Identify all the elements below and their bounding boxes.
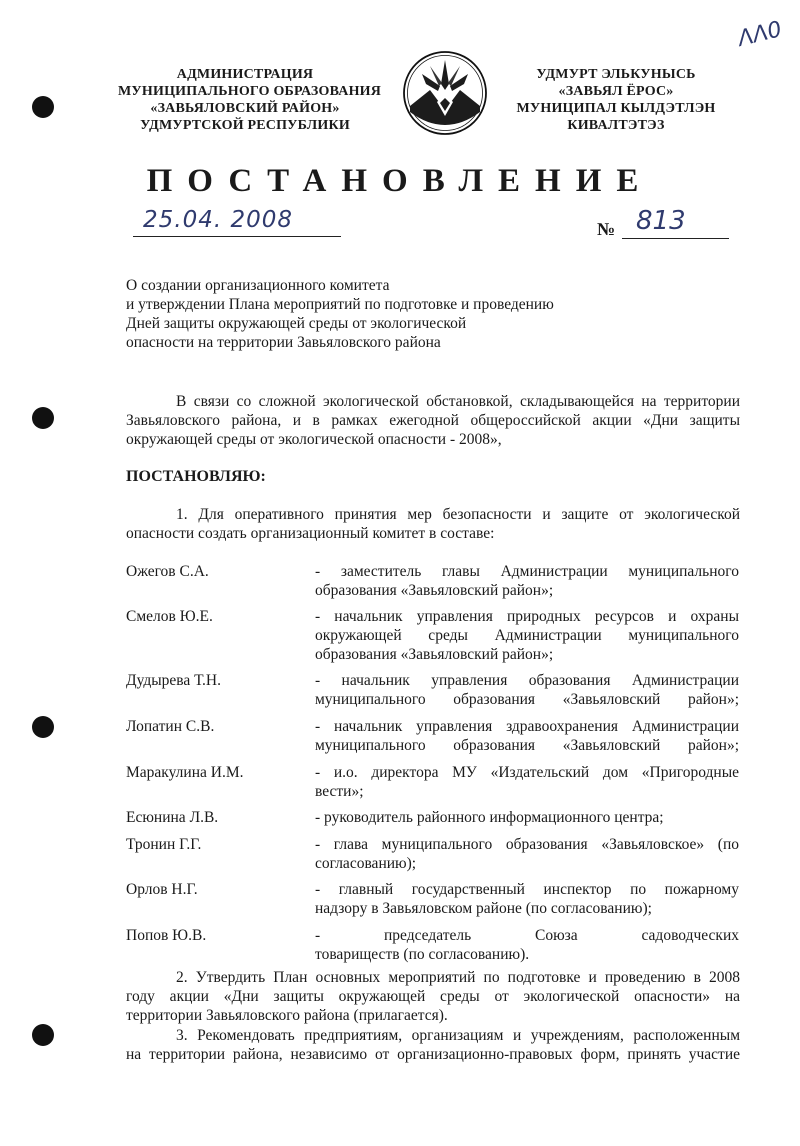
punch-hole xyxy=(32,716,54,738)
member-role xyxy=(315,607,739,664)
member-role xyxy=(315,880,739,918)
header-right-line: УДМУРТ ЭЛЬКУНЫСЬ xyxy=(536,67,696,82)
header-right-line: «ЗАВЬЯЛ ЁРОС» xyxy=(558,84,674,99)
item-3-line: 3. Рекомендовать предприятиям, организациям и учреждениям, расположенным xyxy=(176,1027,740,1044)
member-name: Тронин Г.Г. xyxy=(126,836,202,853)
preamble-line: В связи со сложной экологической обстановкой, складывающейся на территории xyxy=(176,393,740,410)
member-role xyxy=(315,562,739,600)
item-2-line: году акции «Дни защиты окружающей среды от экологической опасности» на xyxy=(126,988,740,1005)
margin-note: ΛΛ0 xyxy=(735,17,785,52)
role-line: - начальник управления здравоохранения Администрации xyxy=(315,718,739,735)
role-line: муниципального образования «Завьяловский район»; xyxy=(315,737,739,754)
document-title: ПОСТАНОВЛЕНИЕ xyxy=(146,163,654,199)
member-name: Есюнина Л.В. xyxy=(126,809,219,826)
member-role xyxy=(315,671,739,709)
punch-hole xyxy=(32,407,54,429)
member-role xyxy=(315,926,739,964)
role-line: - начальник управления образования Администрации xyxy=(315,672,739,689)
header-right-line: КИВАЛТЭТЭЗ xyxy=(567,118,665,133)
item-2-line: 2. Утвердить План основных мероприятий по подготовке и проведению в 2008 xyxy=(176,969,740,986)
role-line: - начальник управления природных ресурсов и охраны xyxy=(315,608,739,625)
item-2 xyxy=(126,968,740,1025)
role-line: - председатель Союза садоводческих xyxy=(315,927,739,944)
role-line: муниципального образования «Завьяловский район»; xyxy=(315,691,739,708)
subject-line: О создании организационного комитета xyxy=(126,277,390,294)
role-line: окружающей среды Администрации муниципального xyxy=(315,627,739,644)
role-line: надзору в Завьяловском районе (по согласованию); xyxy=(315,900,652,917)
header-left-line: «ЗАВЬЯЛОВСКИЙ РАЙОН» xyxy=(150,101,340,116)
preamble-line: Завьяловского района, и в рамках ежегодной общероссийской акции «Дни защиты xyxy=(126,412,740,429)
member-role xyxy=(315,835,739,873)
member-role xyxy=(315,717,739,755)
role-line: образования «Завьяловский район»; xyxy=(315,646,554,663)
role-line: согласованию); xyxy=(315,855,417,872)
member-name: Орлов Н.Г. xyxy=(126,881,198,898)
emblem-icon xyxy=(402,50,488,136)
member-name: Попов Ю.В. xyxy=(126,927,207,944)
header-left-line: АДМИНИСТРАЦИЯ xyxy=(176,67,314,82)
role-line: вести»; xyxy=(315,783,364,800)
member-role xyxy=(315,763,739,801)
header-right-line: МУНИЦИПАЛ КЫЛДЭТЛЭН xyxy=(516,101,716,116)
header-left xyxy=(118,66,382,134)
role-line: - главный государственный инспектор по пожарному xyxy=(315,881,739,898)
preamble-line: окружающей среды от экологической опасности - 2008», xyxy=(126,431,502,448)
subject-line: опасности на территории Завьяловского района xyxy=(126,334,441,351)
date-underline xyxy=(133,236,341,237)
member-name: Лопатин С.В. xyxy=(126,718,215,735)
subject-line: Дней защиты окружающей среды от экологической xyxy=(126,315,467,332)
decree-word: ПОСТАНОВЛЯЮ: xyxy=(126,468,266,485)
item-3-line: на территории района, независимо от организационно-правовых форм, принять участие xyxy=(126,1046,740,1063)
member-name: Смелов Ю.Е. xyxy=(126,608,213,625)
item-1-line: опасности создать организационный комитет в составе: xyxy=(126,525,495,542)
member-name: Ожегов С.А. xyxy=(126,563,209,580)
header-right xyxy=(504,66,728,134)
member-name: Маракулина И.М. xyxy=(126,764,244,781)
date-handwritten: 25.04. 2008 xyxy=(143,207,293,233)
number-underline xyxy=(622,238,729,239)
preamble xyxy=(126,392,740,449)
number-handwritten: 813 xyxy=(636,206,686,236)
punch-hole xyxy=(32,96,54,118)
subject-line: и утверждении Плана мероприятий по подготовке и проведению xyxy=(126,296,554,313)
role-line: - заместитель главы Администрации муниципального xyxy=(315,563,739,580)
subject-block xyxy=(126,276,554,352)
role-line: - глава муниципального образования «Завьяловское» (по xyxy=(315,836,739,853)
role-line: - руководитель районного информационного центра; xyxy=(315,809,664,826)
item-1 xyxy=(126,505,740,543)
item-2-line: территории Завьяловского района (прилагается). xyxy=(126,1007,448,1024)
member-name: Дудырева Т.Н. xyxy=(126,672,222,689)
header-left-line: МУНИЦИПАЛЬНОГО ОБРАЗОВАНИЯ xyxy=(118,84,382,99)
punch-hole xyxy=(32,1024,54,1046)
header-left-line: УДМУРТСКОЙ РЕСПУБЛИКИ xyxy=(140,118,350,133)
role-line: товариществ (по согласованию). xyxy=(315,946,530,963)
role-line: - и.о. директора МУ «Издательский дом «Пригородные xyxy=(315,764,739,781)
member-role xyxy=(315,808,739,827)
role-line: образования «Завьяловский район»; xyxy=(315,582,554,599)
number-label: № xyxy=(597,219,616,239)
item-3 xyxy=(126,1026,740,1064)
item-1-line: 1. Для оперативного принятия мер безопасности и защите от экологической xyxy=(176,506,740,523)
